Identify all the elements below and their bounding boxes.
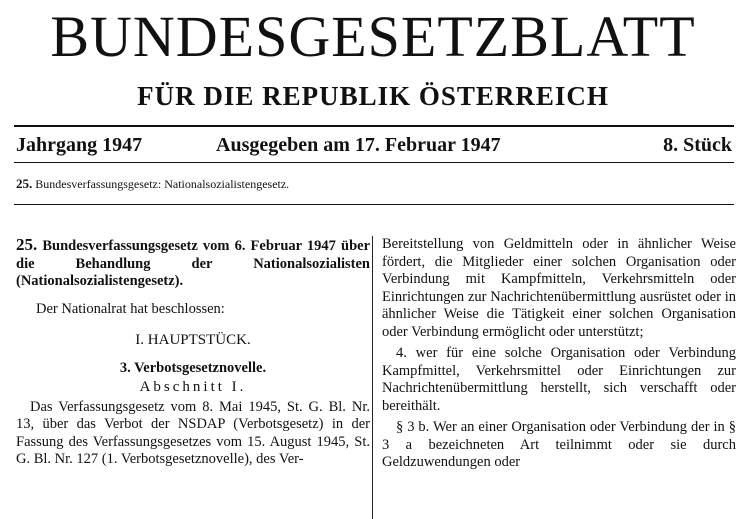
gazette-title: BUNDESGESETZBLATT [50,4,696,69]
issue-rule [14,162,734,163]
paragraph-continuation: Bereitstellung von Geldmitteln oder in ähnlicher Weise fördert, die Mitglieder einer solchen Organisation oder Verbindung mit Kampfmitteln, Verkehrsmitteln oder Einrichtungen zur Nachrichtenübermittlung ausrüstet oder in ähnlicher Weise die Tätigkeit einer solchen Organisation oder Verbindung ermöglicht oder unterstützt; [382,236,736,340]
contents-rule [14,204,734,205]
section-heading: Abschnitt I. [139,379,247,395]
amendment-heading: 3. Verbotsgesetznovelle. [119,359,267,376]
enactment-clause: Der Nationalrat hat beschlossen: [36,300,225,317]
law-number: 25. [16,235,38,254]
body-paragraph: Das Verfassungsgesetz vom 8. Mai 1945, St. G. Bl. Nr. 13, über das Verbot der NSDAP (Verbotsgesetz) in der Fassung des Verfassungsgesetzes vom 15. August 1945, St. G. Bl. Nr. 127 (1. Verbotsgesetznovelle), des Ver- [16,398,370,467]
masthead-rule [14,125,734,127]
table-of-contents [16,175,289,193]
issue-line [16,132,732,158]
law-heading [16,236,370,291]
left-column [16,236,370,469]
item-4-paragraph: 4. wer für eine solche Organisation oder Verbindung Kampfmittel, Verkehrsmittel oder Einrichtungen zur Nachrichtenübermittlung herstellt, sich verschafft oder bereithält. [382,345,736,414]
column-divider [372,236,373,519]
issue-date: Ausgegeben am 17. Februar 1947 [216,134,501,156]
issue-year: Jahrgang 1947 [16,134,143,156]
main-part-heading: I. HAUPTSTÜCK. [135,332,251,348]
law-title: Bundesverfassungsgesetz vom 6. Februar 1947 über die Behandlung der Nationalsozialisten (Nationalsozialistengesetz). [16,238,370,289]
right-column [382,236,736,472]
section-3b-paragraph: § 3 b. Wer an einer Organisation oder Verbindung der in § 3 a bezeichneten Art teilnimmt oder sie durch Geldzuwendungen oder [382,419,736,470]
issue-part: 8. Stück [663,134,732,156]
gazette-subtitle: FÜR DIE REPUBLIK ÖSTERREICH [137,81,609,111]
toc-entry-text: Bundesverfassungsgesetz: Nationalsozialistengesetz. [35,177,290,191]
toc-entry-number: 25. [16,176,33,191]
